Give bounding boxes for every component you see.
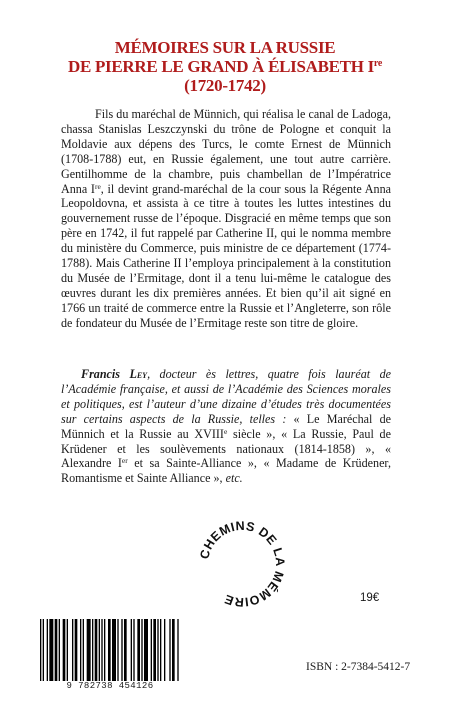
author-bio <box>61 367 391 486</box>
barcode-bar <box>59 619 60 681</box>
barcode-bar <box>67 619 68 681</box>
barcode-bar <box>40 619 41 681</box>
barcode-bar <box>99 619 100 681</box>
barcode-bar <box>169 619 170 681</box>
barcode-bar <box>137 619 140 681</box>
barcode-bar <box>83 619 84 681</box>
barcode-bar <box>95 619 98 681</box>
barcode-bar <box>160 619 161 681</box>
barcode-bar <box>80 619 81 681</box>
seal-text: CHEMINS DE LA MÉMOIRE <box>197 518 288 610</box>
barcode-bar <box>43 619 44 681</box>
barcode-bar <box>131 619 132 681</box>
barcode-bar <box>172 619 175 681</box>
barcode-bar <box>124 619 127 681</box>
barcode-bar <box>151 619 152 681</box>
barcode-image <box>40 619 180 681</box>
isbn-label: ISBN : 2-7384-5412-7 <box>306 661 411 673</box>
title-line-1: MÉMOIRES SUR LA RUSSIE <box>114 38 336 57</box>
book-title <box>0 38 450 95</box>
barcode-bar <box>55 619 58 681</box>
barcode-bar <box>108 619 111 681</box>
barcode-digits: 9 782738 454126 <box>66 681 154 691</box>
description-paragraph: Fils du maréchal de Münnich, qui réalisa le canal de Ladoga, chassa Stanislas Leszczynski du trône de Pologne et conquit la Moldavie aux dépens des Turcs, le comte Ernest de Münnich (1708-1788) eut, en Russie également, une tout autre carrière. Gentilhomme de la chambre, puis chambellan de l’Impératrice Anna Ire, il devint grand-maréchal de la cour sous la Régente Anna Leopoldovna, et assista à ce titre à toutes les luttes intestines du gouvernement russe de l’époque. Disgracié en même temps que son père en 1742, il fut rappelé par Catherine II, qui le nomma membre du ministère du Commerce, puis ministre de ce département (1774-1788). Mais Catherine II l’employa principalement à la constitution du Musée de l’Ermitage, dont il a tenu lui-même le catalogue des œuvres durant les dix premières années. Et bien qu’il ait signé en 1766 un traité de commerce entre la Russie et l’Angleterre, son rôle de fondateur du Musée de l’Ermitage reste son titre de gloire. <box>61 107 391 330</box>
publisher-seal-logo <box>196 518 288 610</box>
barcode-bar <box>104 619 105 681</box>
svg-text:CHEMINS DE LA MÉMOIRE <box>197 519 287 609</box>
title-line-3: (1720-1742) <box>184 76 266 95</box>
barcode-bar <box>144 619 148 681</box>
description-text <box>61 107 391 331</box>
author-bio-paragraph: Francis Ley, docteur ès lettres, quatre fois lauréat de l’Académie française, et aussi de l’Académie des Sciences morales et politiques, est l’auteur d’une dizaine d’études très documentées sur certains aspects de la Russie, telles : « Le Maréchal de Münnich et la Russie au XVIIIe siècle », « La Russie, Paul de Krüdener et les soulèvements nationaux (1814-1858) », « Alexandre Ier et sa Sainte-Alliance », « Madame de Krüdener, Romantisme et Sainte Alliance », etc. <box>61 367 392 486</box>
price-label: 19€ <box>360 592 380 604</box>
barcode-bar <box>141 619 142 681</box>
barcode-bar <box>133 619 134 681</box>
barcode-bar <box>87 619 91 681</box>
barcode-bar <box>121 619 122 681</box>
barcode-bar <box>75 619 78 681</box>
barcode-bar <box>177 619 178 681</box>
barcode-bar <box>164 619 165 681</box>
title-line-2: DE PIERRE LE GRAND À ÉLISABETH Ire <box>67 57 383 76</box>
barcode-bar <box>153 619 156 681</box>
barcode-bar <box>72 619 73 681</box>
barcode-bar <box>101 619 102 681</box>
author-name: Francis Ley <box>81 367 148 381</box>
barcode-bar <box>157 619 158 681</box>
barcode-bar <box>92 619 93 681</box>
barcode-bar <box>63 619 66 681</box>
barcode-bar <box>49 619 53 681</box>
barcode-bar <box>47 619 48 681</box>
barcode-bar <box>117 619 118 681</box>
barcode-bar <box>112 619 116 681</box>
